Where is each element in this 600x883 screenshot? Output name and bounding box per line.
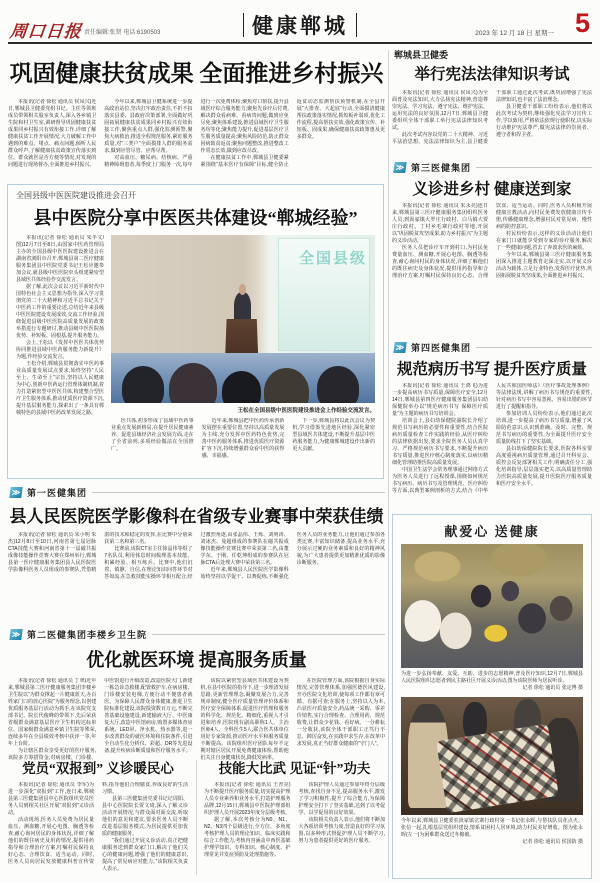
conference-below-text: 医共体,初步形成了县域中医药事业重点发展新格局,在提升居民健康素养、促进县域经济社会发展方面,走在了全省前列,多项经验做法在全国推广。 近年来,郸城县把中医药传承创新发展摆在重要位置,坚持以高质量发展为主线,充分发挥中医药特色优势,完善中医药服务体系,推进优质医疗资源扩容下沉,持续增强群众看中医的获得感、幸福感。 下一步,郸城县将以此次会议为契机,学习借鉴先进地区经验,深化紧密型县域医共体建设,不断提升基层中医药服务能力,为健康郸城建设作出新的更大贡献。 bbox=[111, 418, 375, 459]
conference-article-box bbox=[7, 184, 384, 479]
speaker-figure bbox=[234, 292, 251, 322]
lead-body: 本报讯(记者 徐松 通讯员 侯凤兴)近日,郸城县卫健委党组书记、主任等领班成员带领相关股室负责人,深入各乡镇卫生院和村卫生室,调研督导巩固健康扶贫成果同乡村振兴有效衔接工作,详细了解健康扶贫工作开展情况,大力破解工作中遇到的难点、堵点、痛点问题,倾听人民群众呼声,了解健康扶贫政策宣传落实到位、群众就医是否方便等情况,对发现的问题进行现场督办,全面推进乡村振兴。 今年以来,郸城县卫健系统进一步提高政治站位,坚决扛牢政治责任,不折不扣落实县委、县政府决策部署,全面做好巩固拓展健康扶贫成果同乡村振兴有效衔接工作,聚焦重点人群,强化监测预警,聚焦大病救治,推进全程规范服务,紧盯服务质量,对“三类户”全面摸排人群的服务需求,做到应管尽管、应帮尽帮。 对高血压、糖尿病、结核病、严重精神障碍患者,每季度上门服务一次,每年进行一次免费体检;聚焦对口帮扶,提升县域医疗综合服务能力;聚焦先诊疗后付费,解决群众看病难、看病贵问题,做到应免尽免;聚焦体系建设,推进县域医疗卫生服务均等化;聚焦能力提升,促进基层医疗卫生服务质量提高;聚焦风险防范,防止群众因病致贫返贫;聚焦问题整改,推进整改工作常态长效,做到应改尽改。 在健康扶贫工作中,郸城县卫健委紧紧围绕“基本医疗有保障”目标,健全防止返贫动态监测帮扶预警机制,在全县开展“大排查、大起底”行动,全面摸清健康帮扶政策落实情况,抓短板补弱项,优化工作流程,提高帮扶实效,强化政策宣传、补短板、固成果,确保健康扶贫政策惠及更多群众。 bbox=[8, 99, 385, 168]
conference-kicker: 全国县级中医医院建设推进会召开 bbox=[16, 191, 136, 200]
party-headline: 党员“双报到” 义诊暖民心 bbox=[22, 761, 174, 776]
section-label-2: 第二医健集团李楼乡卫生院 bbox=[27, 630, 148, 640]
section-marker-1 bbox=[10, 486, 385, 499]
masthead-rule bbox=[8, 42, 592, 44]
page-number: 5 bbox=[574, 8, 590, 38]
section-marker-3 bbox=[394, 161, 592, 174]
chevron-right-icon: ≫ bbox=[11, 488, 21, 497]
chevron-right-icon: ≫ bbox=[11, 630, 21, 639]
chevron-right-icon: ≫ bbox=[395, 163, 405, 172]
skill-body: 本报讯(记者 徐松 通讯员 王青亮)为不断提升医疗服务质量,切实提高护理人员专业素养和业务水平,打造护理服务品牌,12月15日,郸城县中医院护理部组织护理人员开展2023年度分层级考核。 据了解,本次考核分为N0、N1、N2、N3四个层级进行,全方位、多角度考核护理人员的理论知识、临床实践和综合工作能力,考核内容涵盖中西医基础护理学知识、专科知识、核心制度、护理常见并发症预防及处理措施等。 该院护理人员通过参加年终分层级考核,查找自身不足,提高服务水平,激发了学习积极性,提升了综合能力,为保障护理安全打下了坚实基础,达到了以考促学、以学促用的良好效果。 该院相关负责人表示,他们将不断加大各项培训考核力度,营造良好的学习氛围,以多种形式督促护理人员不断学习,努力为患者提供更好的医疗服务。 bbox=[204, 782, 385, 858]
lilou-body: 本报讯(记者 徐松 通讯员 丁翠)近年来,郸城县第二医疗健康服务集团李楼乡卫生院以“为群众撑起一片健康蓝天,办百姓家门口的放心医院”为服务理念,以创建优质服务基层行活动为抓手,在该院党支部书记、院长代俊峰的带领下,先后荣获省级群众满意基层医疗卫生机构达标单位、国家级群众满意乡镇卫生院等殊荣,连续多年在全县绩效考核中获评一等,年年上台阶。 为让辖区群众享受更好的医疗服务,该院多方筹措资金,对病房楼、门诊楼、中医馆进行升级改造,改造医院大门,新建一栋急诊急救楼,配置救护车,在病房楼、门诊楼安装电梯,方便行动不便患者就医。为保障人民群众身体健康,推进卫生院标准化建设,该院投资数百万元,不断完善基础设施建设,新建输液大厅、中医康复大厅,改造中医馆病房,购置多媒体查房系统、LED屏、净水机、热水器等,进一步改善群众的就医环境和住院条件,引进全自动生化分析仪、彩超、DR等先进设备,提升疾病诊断质量和医疗服务水平。 该院以紧密型县域医共体建设为契机,在县中医院的指导下,进一步理清发展思路,更新管理理念,凝聚发展合力,完善规章制度,健全医疗质量管理评价体系和医疗安全保障体系,促进医疗管理和服务的科学化、规范化、精细化,重视人才引进和培养,医院现有副高职称1人、主治医师4人、全科医生5人,联合医共体单位用好专家资源,推动医疗水平和服务质量不断提高。该院组织医疗团队每年不定期对辖区居民开展免费健康体检,帮助他们关注自身健康状况,降低发病率。 在医院管理方面,该院根据自身实际情况,完善管理体系,加强医德医风建设,开办医院文化培训,使每项工作都有章可循、有据可查;在服务上,坚持以人为本,凸显医疗质量安全,药品统一采购、零差价销售,实行合理检查、合理用药、规范收费,让群众少花钱、看好病。一分耕耘一分收获,该院全体干部职工正笃行不怠、踔厉奋发,在实践中求生存,在改革中求发展,真正当好群众健康的“守门人”。 bbox=[8, 678, 385, 761]
editor-info: 责任编辑:张贤 电话:6190503 bbox=[84, 30, 161, 36]
section-label-1: 第一医健集团 bbox=[27, 488, 88, 498]
title-bar-right bbox=[356, 13, 357, 37]
newspaper-logo: 周口日报 bbox=[8, 22, 83, 41]
photo-credit: 记者 徐松 通讯员 张定博 摄 bbox=[522, 685, 583, 691]
conference-photo-caption: 王松在全国县级中医医院建设推进会上作经验交流发言。 bbox=[237, 408, 375, 414]
section-rule bbox=[476, 347, 592, 348]
bingli-body: 本报讯(记者 徐松 通讯员 王鸿飞)为进一步提高病历书写质量,保障医疗安全,12月14日,郸城县第四医疗健康服务集团县妇幼保健院举办以“规范病历书写 保障医疗质量”为主题的病历书写培训会。 培训会上,县妇幼保健院副院长介绍了规范书写病历的必要性和重要性,结合医院病历质量检查工作实践的经验,从医疗纠纷的法律依据出发,要求全院医务人员认真学习、严格规范病历书写要求,不断提升病历书写质量,推进医疗核心制度落实,以病历精细化管理助推医院高质量发展。 中国卫生法学会常务理事通过网络方式为医务人员进行了远程授课,围绕如何规范书写病历、病历书写及管理规范、医疗纠纷等方面,以典型案例剖析的方式,结合《中华人民共和国医师法》《医疗事故处理条例》等法律法规,讲解了病历书写规范的重要性,针对病历书写中容易忽视、容易出错的环节进行了提醒和指导。 参加培训人员纷纷表示,他们通过此次培训,进一步提高了病历书写质量,增强了风险防范意识,认识到准确、及时、完整、规范书写病历的重要性,为全面提升医疗安全质量防线打下了坚实基础。 县妇幼保健院院长要求,医院各科室要高度重视病历质量管理,通过召开科室会、质控会反复部署相关工作,明确责任分工,强化培训指导,层层落实把关,以高质量管理助力医院高质量发展,提升医院医疗服务质量和医疗安全水平。 bbox=[392, 383, 592, 494]
photo-watermark-text: 全国县级 bbox=[298, 251, 367, 267]
section-label-3: 第三医健集团 bbox=[411, 163, 472, 173]
lead-headline: 巩固健康扶贫成果 全面推进乡村振兴 bbox=[9, 61, 384, 86]
skill-headline: 技能大比武 见证“针”功夫 bbox=[218, 761, 371, 776]
section-title-block bbox=[243, 10, 357, 40]
bottom-article-divider bbox=[196, 760, 197, 875]
law-kicker: 郸城县卫健委 bbox=[394, 50, 449, 60]
charity-caption-1 bbox=[401, 671, 583, 692]
caption-text: 今年以来,郸城县卫健委驻汲冢镇岔寨行政村第一书记张永晖,与帮扶队员花点火、张信一起,扎根基层党组织建设,情系贫困村人居环境,助力村民美好增收。图为张永晖(左一)为困难群众送过冬棉被。 bbox=[401, 818, 583, 838]
photo-credit: 记者 徐松 通讯员 侯国防 摄 bbox=[522, 839, 583, 845]
section-rule bbox=[152, 634, 385, 635]
imaging-headline: 县人民医院医学影像科在省级专业赛事中荣获佳绩 bbox=[9, 507, 384, 526]
caption-text: 为进一步弘扬奉献、友爱、互助、进步的志愿精神,普及医疗知识,12月7日,郸城县人民医院组织志愿者到民主路社区开展义诊活动,图为该院医师为居民听诊。 bbox=[401, 671, 583, 684]
conference-headline: 县中医院分享中医医共体建设“郸城经验” bbox=[33, 208, 358, 228]
conference-left-column: 本报讯(记者 徐松 通讯员 朱半文/图)12月7日至8日,由国家中医药管理局主办的全国县级中医医院建设推进会在湖南省浏阳市召开,郸城县第二医疗健康服务集团县中医院党委书记王松应邀参加会议,就县级中医医院牵头组建紧密型县域医共体经验作交流发言。 据了解,此次会议以习近平新时代中国特色社会主义思想为指导,深入学习贯彻党的二十大精神和习近平总书记关于中医药工作的重要论述,总结近年来县级中医医院建设发展成效,交流工作经验,围绕促进县级中医医院高质量发展的政策举措进行专题研讨,推动县级中医医院扬优势、补短板、固根基,提升服务能力。 会上,王松以《发挥中医医共体优势 协同推进县域中医药服务能力新提升》为题,作经验交流发言。 王松介绍,郸城县贯彻落实中医药事业高质量发展试点要求,始终坚持“人民至上、生命至上”宗旨,坚持以人民健康为中心,创新中医药运行管理体制机制,着力打造紧密型中医医共体,构建整合型医疗卫生服务体系,推动优质医疗资源下沉,提升基层服务能力,探索出了一条具有郸城特色的县域中医药改革发展之路。 bbox=[16, 235, 104, 416]
column-divider bbox=[388, 50, 389, 878]
quilt-blanket bbox=[436, 724, 559, 814]
bingli-headline: 规范病历书写 提升医疗质量 bbox=[397, 361, 587, 378]
charity-title: 献爱心 送健康 bbox=[444, 524, 540, 539]
charity-box bbox=[392, 514, 592, 879]
section-marker-4 bbox=[394, 341, 592, 354]
party-body: 本报讯(记者 徐松 通讯员 李军)为进一步深化“双报到”工作,连日来,郸城县第三医健集团县中心医院组织党员医务人员到相关社区开展“双报到”义诊活动。 活动现场,医务人员免费为居民量血压、测血糖,开展心电图、胸透等检查,耐心询问居民的身体状况,详细了解他们的既往病史及用药情况,提供用药指导和合理治疗方案,叮嘱村民保持良好心态、合理饮食、适当运动。同时,医务人员向居民发放健康科普宣传资料,指导他们合理膳食,养成良好的生活习惯。 县第三医健集团党委书记记周阳、县中心医院院长贾文琦,深入了解义诊活动开展情况,与群众面对面交流,听取他们的意见和建议,要求医务人员不断改进基层服务模式,为居民提供更加优质的健康服务。 “我们通过开展义诊活动,真正把健康服务送到群众家门口,解决了他们关心的健康问题,增强了他们的健康意识,提高了常见病应对能力。”该院相关负责人表示。 bbox=[8, 782, 188, 872]
audience-head bbox=[122, 366, 164, 403]
law-body: 本报讯(记者 徐松 通讯员 侯凤兴)为全面普及宪法知识,大力弘扬宪法精神,营造尊崇宪法、学习宪法、遵守宪法、维护宪法、运用宪法的良好氛围,12月7日,郸城县卫健委组织全体干部职工举行宪法法律知识考试。 此次考试内容以党的二十大精神、习近平法治思想、宪法法律知识为主,县卫健委干部职工通过此次考试,既巩固增强了宪法法律知识,也丰富了法治理念。 县卫健委干部职工纷纷表示,他们将以此次考试为契机,继续强化宪法学习宣传工作,学以致用,严格依法依规行使职权,以实际行动维护宪法尊严,做宪法法律的崇尚者、遵守者和捍卫者。 bbox=[392, 90, 592, 145]
masthead bbox=[8, 8, 592, 42]
law-headline: 举行宪法法律知识考试 bbox=[414, 66, 570, 83]
yizhen-body: 本报讯(记者 徐松 通讯员 朱永亮)连日来,郸城县第三医疗健康服务集团组织医务人员,到汲冢镇大罗庄行政村、白马镇大贾庄行政村、丁村乡毛寨行政村等地,开展以“巩固脱贫攻坚成果,助力乡村振兴”为主题的义诊活动。 医务人员把诊疗车开到村口,为村民免费量血压、测血糖,开展心电图、胸透等检查,耐心询问村民的身体状况,详细了解他们的既往病史及身体状况,提供用药指导和合理治疗方案,叮嘱村民保持良好心态、合理饮食、适当运动。同时,医务人员积极开展健康宣教活动,向村民免费发放健康宣传手册,传播健康理念,增强村民对常见病、慢性病的防控意识。 村民纷纷表示,这样的义诊活动让他们在家门口就能享受到专家的诊疗服务,解决了一些健康问题,省去了奔波求医的麻烦。 今年以来,郸城县第三医疗健康服务集团深入推进主题教育走深走实,以开展义诊活动为载体,立足行业特色,发挥医疗优势,巩固拓展脱贫攻坚成果,全面推进乡村振兴。 bbox=[392, 203, 592, 279]
indoor-visit-photo bbox=[401, 697, 583, 815]
imaging-body: 本报讯(记者 徐松 通讯员 朱小明 朱杰)12月8日至10日,河南省第七届冠脉CTA技能大赛和河南省第十一届磁共振成像技能操作竞赛大赛在郑州举行,郸城县第一医疗健康服务集团县人民医院医学影像科医务人员组成的参赛队,凭借精湛的技术和稳定的发挥,在比赛中分别荣获第二名和第三名。 比赛前,该院CT室主任徐晶伟等组了7名队员,利用休息时间梳理基本技能、积累经验、相互练兵。比赛中,他们沉着、镇静、自信,在理论知识问答环节对答如流,在急救技能实操环节相互配合,经过激烈角逐,由张晶伟、王烁、刘明涛、刘冰杰、曼超组成的参赛队在磁共振成像技能操作竞赛比赛中荣获第二名,由董学东、于刚、任乾坤组成的参赛队在冠脉CTA后处理大赛中荣获第三名。 近年来,郸城县人民医院医学影像科始终坚持以学促干、以赛促练,不断强化医务人员的业务能力,让他们通过参加各类比赛,丰富知识储备,提高业务水平,充分展示过硬的业务素质和良好的精神风貌,为广大患者提供更加精准优质的影像诊断服务。 bbox=[8, 532, 385, 580]
section-rule bbox=[476, 167, 592, 168]
yizhen-headline: 义诊进乡村 健康送到家 bbox=[412, 181, 572, 198]
page-section-title: 健康郸城 bbox=[252, 14, 348, 38]
charity-caption-2 bbox=[401, 818, 583, 846]
outdoor-clinic-photo bbox=[401, 544, 583, 668]
lilou-headline: 优化就医环境 提高服务质量 bbox=[86, 650, 307, 670]
section-marker-2 bbox=[10, 628, 385, 641]
conference-photo bbox=[111, 235, 375, 403]
chevron-right-icon: ≫ bbox=[395, 343, 405, 352]
audience-head bbox=[317, 366, 359, 403]
title-bar-left bbox=[243, 13, 244, 37]
dateline: 2023 年 12 月 18 日 星期一 bbox=[475, 30, 554, 37]
section-label-4: 第四医健集团 bbox=[411, 343, 472, 353]
section-rule bbox=[92, 492, 385, 493]
